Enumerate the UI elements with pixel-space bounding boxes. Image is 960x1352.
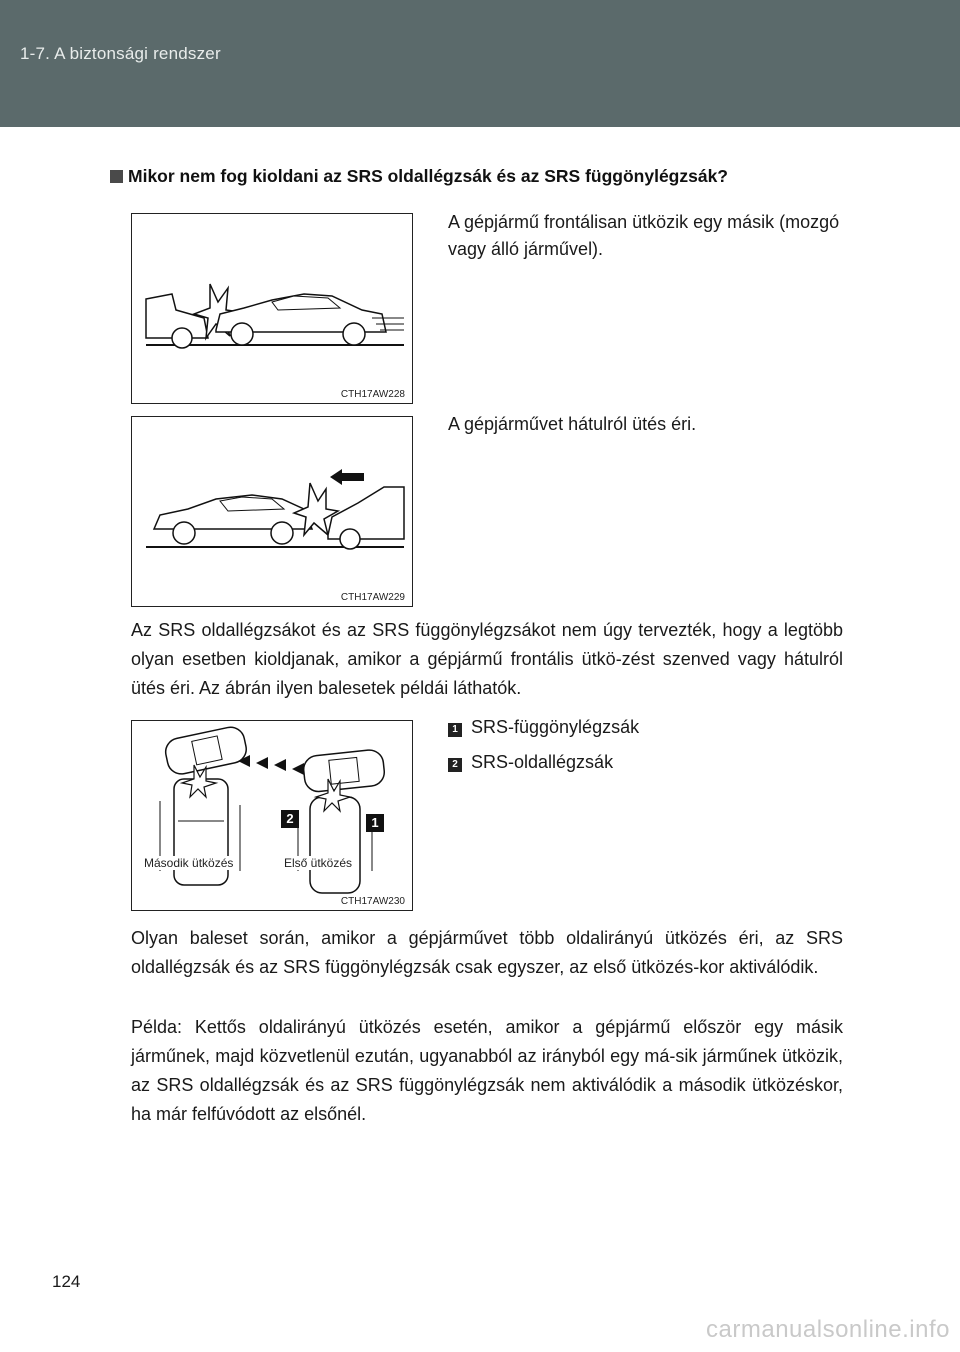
paragraph-multiple-collisions: Olyan baleset során, amikor a gépjárművet több oldalirányú ütközés éri, az SRS oldallégzsák és az SRS függönylégzsák csak egyszer, az első ütközés-kor aktiválódik.: [131, 928, 843, 977]
figure-code: CTH17AW229: [340, 592, 405, 603]
figure-frontal-collision: [131, 213, 413, 404]
figure-rear-collision: [131, 416, 413, 607]
frontal-collision-illustration: [132, 214, 411, 402]
figure-code: CTH17AW228: [340, 389, 405, 400]
bullet-square-icon: [110, 170, 123, 183]
question-heading: [110, 166, 870, 187]
rear-collision-illustration: [132, 417, 411, 605]
watermark-text: carmanualsonline.info: [706, 1316, 950, 1343]
legend-number: 1: [448, 723, 462, 737]
legend-number: 2: [448, 758, 462, 772]
page-number: 124: [52, 1272, 81, 1291]
legend-item-curtain: [448, 717, 639, 738]
legend-label: SRS-oldallégzsák: [471, 752, 614, 772]
figure-code: CTH17AW230: [340, 896, 405, 907]
paragraph-example: Példa: Kettős oldalirányú ütközés esetén, amikor a gépjármű először egy másik járműnek, majd közvetlenül ezután, ugyanabból az irányból egy má-sik járműnek ütközik, az SRS oldallégzsák és az SRS függönylégzsák nem aktiválódik a második ütközéskor, ha már felfúvódott az elsőnél.: [131, 1017, 843, 1124]
question-heading-text: Mikor nem fog kioldani az SRS oldallégzsák és az SRS függönylégzsák?: [128, 166, 728, 186]
callout-2: 2: [281, 810, 299, 828]
legend-label: SRS-függönylégzsák: [471, 717, 640, 737]
figure-caption-frontal: A gépjármű frontálisan ütközik egy másik (mozgó vagy álló járművel).: [448, 212, 840, 259]
paragraph-design-note: Az SRS oldallégzsákot és az SRS függönylégzsákot nem úgy tervezték, hogy a legtöbb olyan esetben kioldjanak, amikor a gépjármű frontális ütkö-zést szenved vagy hátulról ütés éri. Az ábrán ilyen balesetek példái láthatók.: [131, 620, 843, 698]
figure-side-collisions: [131, 720, 413, 911]
header-bar: [0, 0, 960, 127]
label-second-collision: Második ütközés: [144, 856, 234, 870]
section-title: 1-7. A biztonsági rendszer: [20, 44, 221, 63]
label-first-collision: Első ütközés: [284, 856, 353, 870]
callout-1: 1: [366, 814, 384, 832]
legend-item-side: [448, 752, 613, 773]
figure-caption-rear: A gépjárművet hátulról ütés éri.: [448, 414, 697, 434]
